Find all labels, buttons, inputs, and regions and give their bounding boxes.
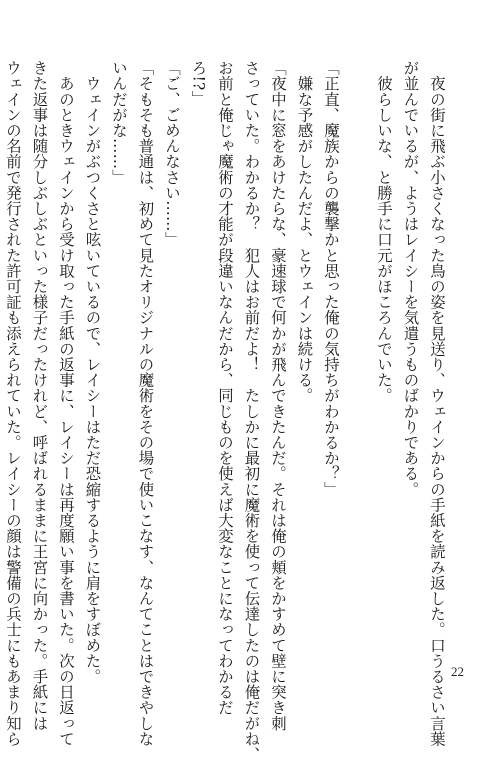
text-line: 彼らしいな、と勝手に口元がほころんでいた。 bbox=[375, 60, 393, 404]
text-line: お前と俺じゃ魔術の才能が段違いなんだから、同じものを使えば大変なことになってわかるだ bbox=[216, 60, 234, 716]
text-line: 「ご、ごめんなさい……」 bbox=[163, 60, 181, 248]
page-number: 22 bbox=[451, 664, 464, 679]
blank-line bbox=[344, 60, 371, 632]
text-line: きた返事は随分しぶしぶといった様子だったけれど、呼ばれるままに王宮に向かった。手紙には bbox=[30, 60, 49, 731]
text-line: いんだがな……」 bbox=[110, 60, 128, 185]
text-line: ろ!?」 bbox=[189, 60, 208, 107]
text-line: 「正直、魔族からの襲撃かと思った俺の気持ちがわかるか？」 bbox=[322, 60, 340, 497]
text-line: ウェインがぶつくさと呟いているので、レイシーはただ恐縮するように肩をすぼめた。 bbox=[83, 60, 102, 684]
text-line: ウェインの名前で発行された許可証も添えられていた。レイシーの顔は警備の兵士にもあまり知ら bbox=[4, 60, 22, 747]
text-line: が並んでいるが、ようはレイシーを気遣うものばかりである。 bbox=[401, 60, 420, 497]
text-line: 「そもそも普通は、初めて見たオリジナルの魔術をその場で使いこなす、なんてことはできやしな bbox=[136, 60, 155, 747]
text-line: さっていた。わかるか？ 犯人はお前だよ！ たしかに最初に魔術を使って伝達したのは俺だがね、 bbox=[242, 60, 261, 762]
text-line: 「夜中に窓をあけたらな、豪速球で何かが飛んできたんだ。それは俺の頬をかすめて壁に突き刺 bbox=[269, 60, 287, 731]
text-line: 夜の街に飛ぶ小さくなった鳥の姿を見送り、ウェインからの手紙を読み返した。口うるさい言葉 bbox=[428, 60, 446, 747]
text-line: あのときウェインから受け取った手紙の返事に、レイシーは再度願い事を書いた。次の日返って bbox=[57, 60, 75, 747]
body-text bbox=[0, 60, 450, 762]
text-line: 嫌な予感がしたんだよ、とウェインは続ける。 bbox=[295, 60, 314, 404]
